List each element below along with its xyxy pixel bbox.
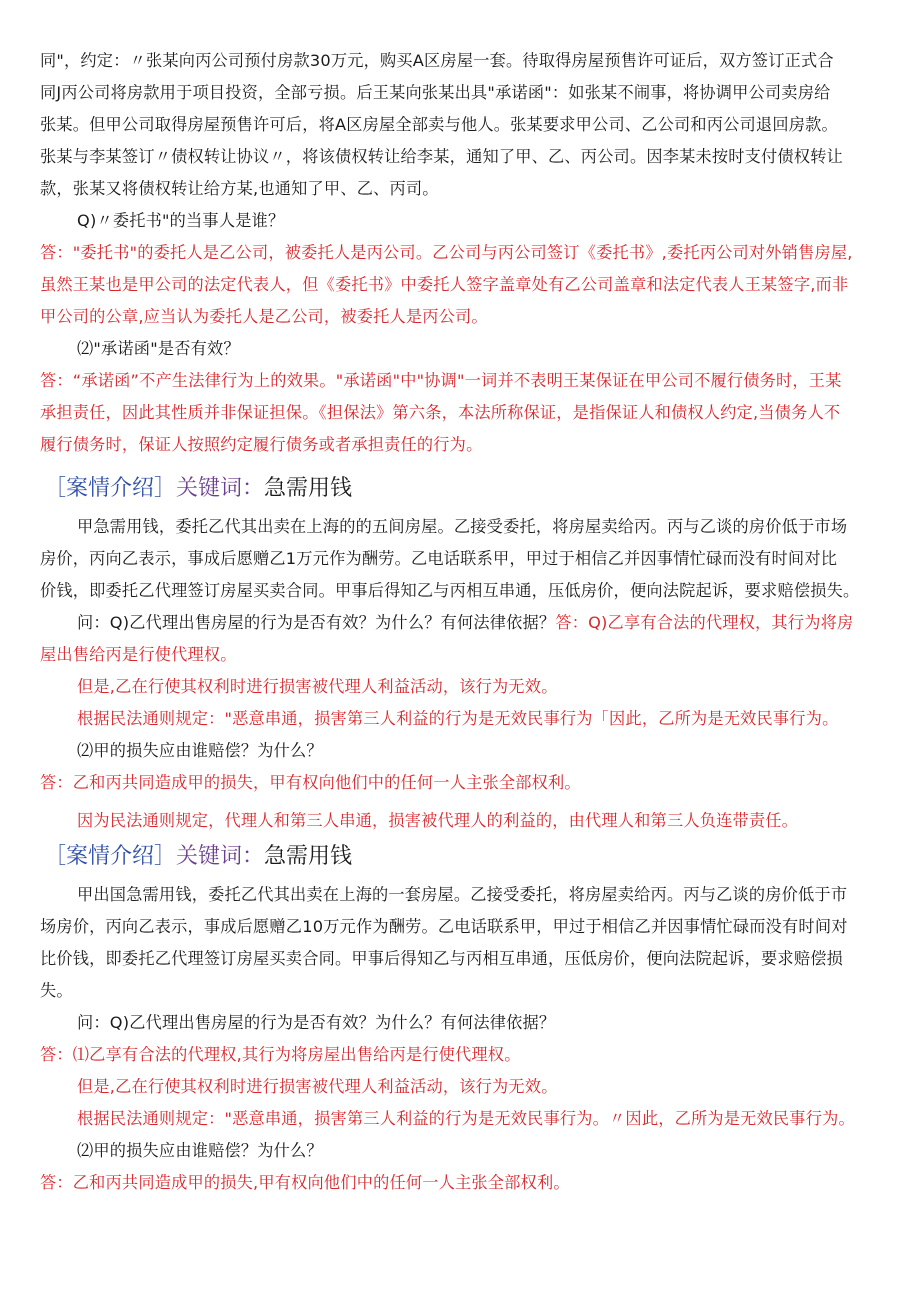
case2-answer-2: 答：乙和丙共同造成甲的损失，甲有权向他们中的任何一人主张全部权利。 <box>40 773 581 792</box>
keyword-label: 关键词： <box>176 844 265 869</box>
case-intro-tag: ［案情介绍］ <box>44 844 177 869</box>
case2-answer-1-b: 但是,乙在行使其权利时进行损害被代理人利益活动，该行为无效。 <box>77 677 558 696</box>
case2-body-line: 价钱，即委托乙代理签订房屋买卖合同。甲事后得知乙与丙相互串通，压低房价，便向法院起诉，要求赔偿损失。 <box>40 581 860 600</box>
case2-question-1: 问：Q)乙代理出售房屋的行为是否有效？为什么？有何法律依据？ <box>77 613 556 632</box>
case1-text-line: 张某与李某签订〃债权转让协议〃，将该债权转让给李某，通知了甲、乙、丙公司。因李某未按时支付债权转让 <box>40 147 843 166</box>
case2-body-line: 房价，丙向乙表示，事成后愿赠乙1万元作为酬劳。乙电话联系甲，甲过于相信乙并因事情忙碌而没有时间对比 <box>40 549 838 568</box>
case3-question-2: ⑵甲的损失应由谁赔偿？为什么？ <box>77 1141 323 1160</box>
case1-answer-2-line: 答：“承诺函”不产生法律行为上的效果。"承诺函"中"协调"一词并不表明王某保证在甲公司不履行债务时，王某 <box>40 371 842 390</box>
case1-text-line: 张某。但甲公司取得房屋预售许可后，将A区房屋全部卖与他人。张某要求甲公司、乙公司和丙公司退回房款。 <box>40 115 838 134</box>
case1-question-2: ⑵"承诺函"是否有效？ <box>77 339 240 358</box>
case3-body-line: 失。 <box>40 981 73 1000</box>
case2-heading <box>44 474 352 504</box>
case3-heading <box>44 842 352 872</box>
case1-answer-1-line: 虽然王某也是甲公司的法定代表人，但《委托书》中委托人签字盖章处有乙公司盖章和法定代表人王某签字,而非 <box>40 275 849 294</box>
case3-answer-2: 答：乙和丙共同造成甲的损失,甲有权向他们中的任何一人主张全部权利。 <box>40 1173 570 1192</box>
case1-text-line: 同"，约定：〃张某向丙公司预付房款30万元，购买A区房屋一套。待取得房屋预售许可证后，双方签订正式合 <box>40 51 834 70</box>
case-intro-tag: ［案情介绍］ <box>44 476 177 501</box>
case2-answer-2-b: 因为民法通则规定，代理人和第三人串通，损害被代理人的利益的，由代理人和第三人负连带责任。 <box>77 811 799 830</box>
case1-answer-2-line: 履行债务时，保证人按照约定履行债务或者承担责任的行为。 <box>40 435 483 454</box>
case2-qa-line <box>77 612 853 634</box>
case3-question-1: 问：Q)乙代理出售房屋的行为是否有效？为什么？有何法律依据？ <box>77 1013 556 1032</box>
case3-body-line: 场房价，丙向乙表示，事成后愿赠乙10万元作为酬劳。乙电话联系甲，甲过于相信乙并因事情忙碌而没有时间对 <box>40 917 848 936</box>
case2-answer-1: 答：Q)乙享有合法的代理权，其行为将房 <box>555 613 854 632</box>
keyword-value: 急需用钱 <box>264 844 353 869</box>
case3-answer-1-b: 但是,乙在行使其权利时进行损害被代理人利益活动，该行为无效。 <box>77 1077 558 1096</box>
case2-answer-1-cont: 屋出售给丙是行使代理权。 <box>40 645 237 664</box>
case2-answer-1-c: 根据民法通则规定："恶意串通，损害第三人利益的行为是无效民事行为「因此，乙所为是无效民事行为。 <box>77 709 839 728</box>
case1-text-line: 款，张某又将债权转让给方某,也通知了甲、乙、丙司。 <box>40 179 439 198</box>
case1-text-line: 同J丙公司将房款用于项目投资，全部亏损。后王某向张某出具"承诺函"：如张某不闹事，将协调甲公司卖房给 <box>40 83 831 102</box>
case1-answer-1-line: 甲公司的公章,应当认为委托人是乙公司，被委托人是丙公司。 <box>40 307 488 326</box>
case1-question-1: Q)〃委托书"的当事人是谁？ <box>77 211 285 230</box>
case2-question-2: ⑵甲的损失应由谁赔偿？为什么？ <box>77 741 323 760</box>
case3-body-line: 甲出国急需用钱，委托乙代其出卖在上海的一套房屋。乙接受委托，将房屋卖给丙。丙与乙谈的房价低于市 <box>77 885 848 904</box>
case3-answer-1: 答：⑴乙享有合法的代理权,其行为将房屋出售给丙是行使代理权。 <box>40 1045 521 1064</box>
case1-answer-1-line: 答："委托书"的委托人是乙公司，被委托人是丙公司。乙公司与丙公司签订《委托书》,委托丙公司对外销售房屋, <box>40 243 853 262</box>
keyword-label: 关键词： <box>176 476 265 501</box>
case3-body-line: 比价钱，即委托乙代理签订房屋买卖合同。甲事后得知乙与丙相互串通，压低房价，便向法院起诉，要求赔偿损 <box>40 949 843 968</box>
keyword-value: 急需用钱 <box>264 476 353 501</box>
case2-body-line: 甲急需用钱，委托乙代其出卖在上海的的五间房屋。乙接受委托，将房屋卖给丙。丙与乙谈的房价低于市场 <box>77 517 848 536</box>
case1-answer-2-line: 承担责任，因此其性质并非保证担保。《担保法》第六条，本法所称保证，是指保证人和债权人约定,当债务人不 <box>40 403 841 422</box>
case3-answer-1-c: 根据民法通则规定："恶意串通，损害第三人利益的行为是无效民事行为。〃因此，乙所为是无效民事行为。 <box>77 1109 855 1128</box>
